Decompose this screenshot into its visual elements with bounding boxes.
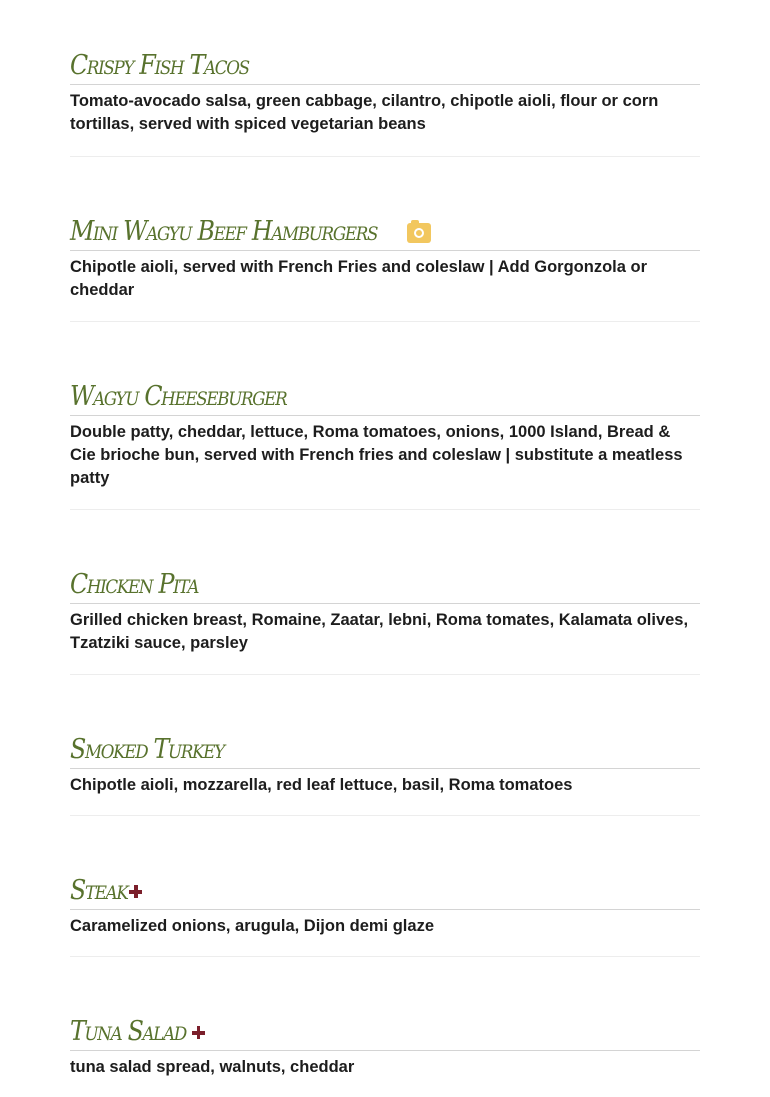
menu-item-title: Wagyu Cheeseburger bbox=[70, 381, 287, 412]
camera-icon[interactable] bbox=[407, 223, 431, 243]
menu-item-title: Steak bbox=[70, 875, 128, 906]
menu-item-crispy-fish-tacos bbox=[70, 47, 700, 157]
menu-item-title-row bbox=[70, 872, 700, 910]
menu-item-description: Grilled chicken breast, Romaine, Zaatar, lebni, Roma tomates, Kalamata olives, Tzatziki sauce, parsley bbox=[70, 611, 689, 652]
menu-item-wagyu-cheeseburger bbox=[70, 378, 700, 510]
menu-item-description: Caramelized onions, arugula, Dijon demi glaze bbox=[70, 917, 434, 935]
menu-item-title-row bbox=[70, 566, 700, 604]
menu-item-title-row bbox=[70, 47, 700, 85]
menu-item-title: Tuna Salad bbox=[70, 1016, 186, 1047]
menu-item-description: Double patty, cheddar, lettuce, Roma tomatoes, onions, 1000 Island, Bread & Cie brioche bun, served with French fries and coleslaw | substitute a meatless patty bbox=[70, 423, 683, 487]
menu-item-steak bbox=[70, 872, 700, 957]
menu-item-title: Smoked Turkey bbox=[70, 734, 224, 765]
menu-item-title-row bbox=[70, 213, 700, 251]
plus-icon bbox=[192, 1026, 205, 1039]
menu-item-title: Chicken Pita bbox=[70, 569, 199, 600]
menu-list bbox=[70, 47, 700, 1097]
menu-item-mini-wagyu-beef-hamburgers bbox=[70, 213, 700, 322]
menu-item-title-row bbox=[70, 378, 700, 416]
menu-item-description: Tomato-avocado salsa, green cabbage, cilantro, chipotle aioli, flour or corn tortillas, served with spiced vegetarian beans bbox=[70, 92, 659, 133]
menu-item-title: Crispy Fish Tacos bbox=[70, 50, 249, 81]
menu-item-description: Chipotle aioli, mozzarella, red leaf lettuce, basil, Roma tomatoes bbox=[70, 776, 573, 794]
menu-item-title-row bbox=[70, 731, 700, 769]
menu-item-smoked-turkey bbox=[70, 731, 700, 816]
menu-item-chicken-pita bbox=[70, 566, 700, 675]
menu-item-description: Chipotle aioli, served with French Fries and coleslaw | Add Gorgonzola or cheddar bbox=[70, 258, 648, 299]
menu-item-description: tuna salad spread, walnuts, cheddar bbox=[70, 1058, 355, 1076]
plus-icon bbox=[129, 885, 142, 898]
menu-item-title: Mini Wagyu Beef Hamburgers bbox=[70, 216, 378, 247]
menu-item-tuna-salad bbox=[70, 1013, 700, 1097]
menu-item-title-row bbox=[70, 1013, 700, 1051]
